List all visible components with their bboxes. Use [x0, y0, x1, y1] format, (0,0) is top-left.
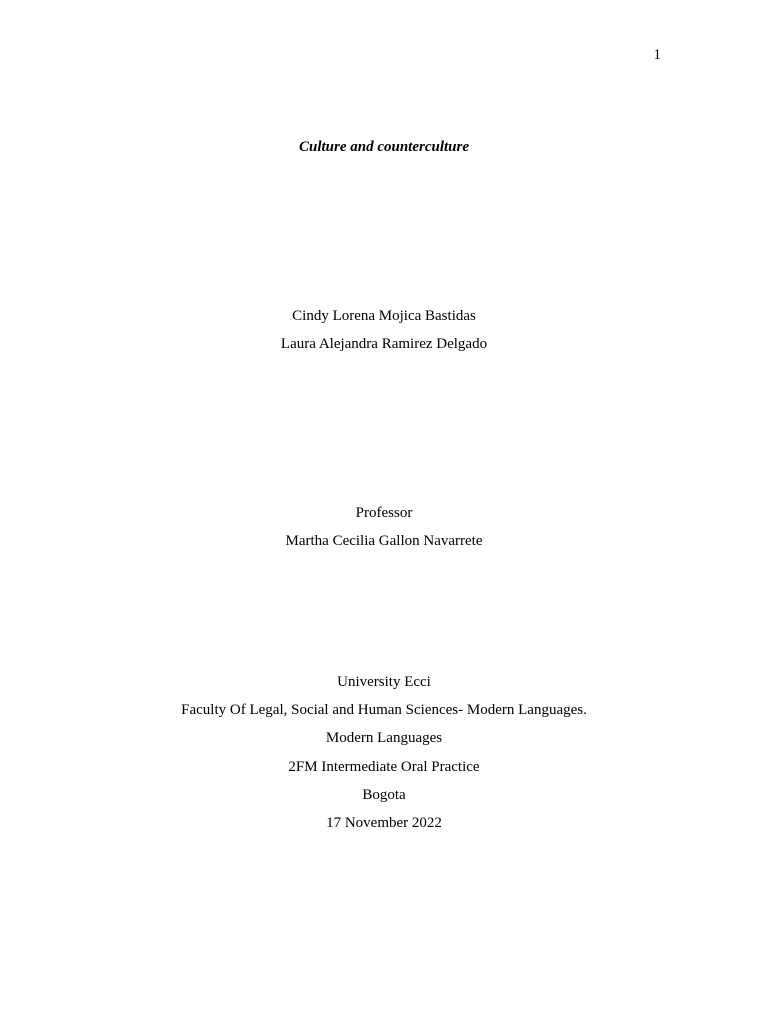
university-name: University Ecci	[337, 674, 431, 690]
document-title: Culture and counterculture	[298, 139, 470, 155]
course-name: 2FM Intermediate Oral Practice	[288, 758, 480, 775]
faculty-name: Faculty Of Legal, Social and Human Sciences- Modern Languages.	[181, 702, 587, 719]
professor-label: Professor	[355, 505, 413, 521]
professor-name: Martha Cecilia Gallon Navarrete	[285, 533, 483, 550]
city-name: Bogota	[362, 786, 406, 803]
author-name: Laura Alejandra Ramirez Delgado	[280, 336, 488, 353]
program-name: Modern Languages	[325, 730, 443, 747]
submission-date: 17 November 2022	[326, 814, 442, 831]
page-number: 1	[653, 47, 661, 63]
authors-block	[0, 307, 768, 363]
institution-block	[0, 673, 768, 842]
author-name: Cindy Lorena Mojica Bastidas	[292, 308, 476, 324]
professor-block	[0, 504, 768, 560]
